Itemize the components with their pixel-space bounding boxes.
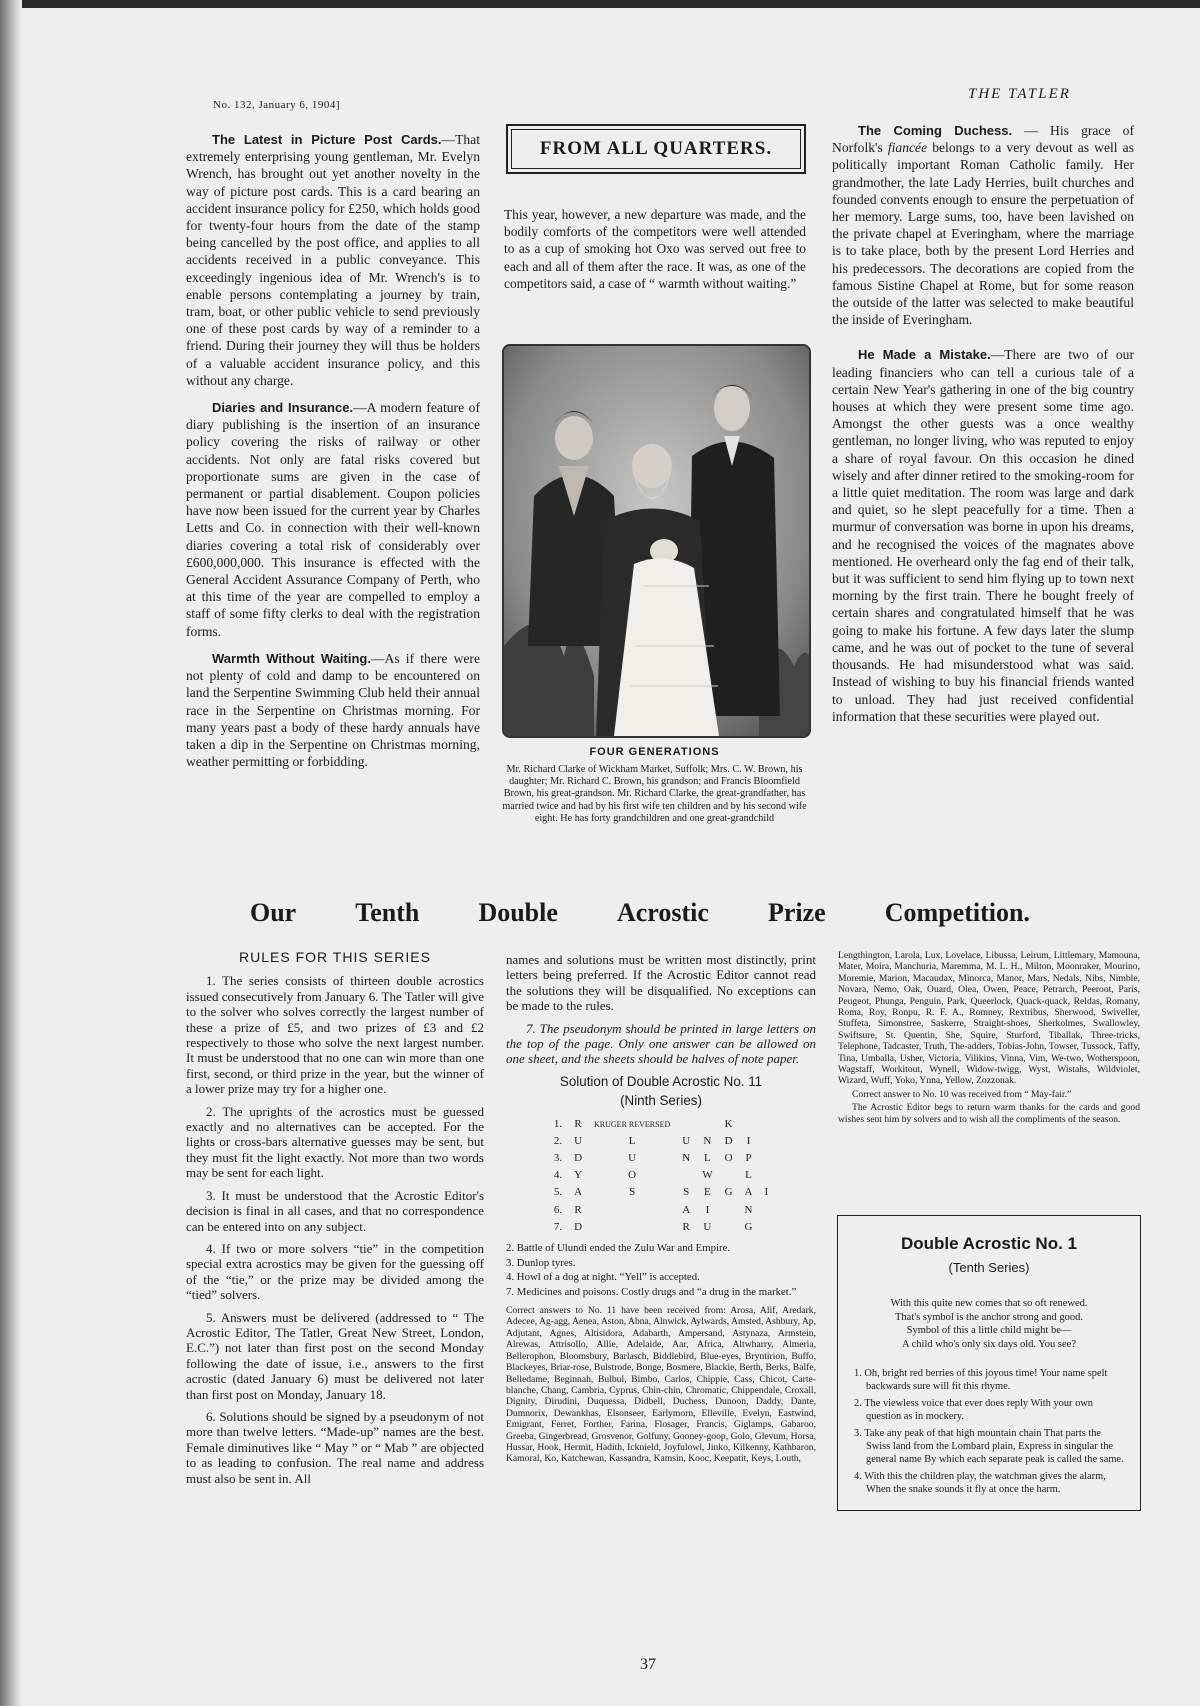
rules-heading: RULES FOR THIS SERIES: [239, 949, 431, 965]
solution-cell: [720, 1203, 738, 1218]
verse-line: That's symbol is the anchor strong and good.: [895, 1311, 1083, 1323]
solution-cell: U: [628, 1152, 637, 1165]
solution-row: [549, 1168, 773, 1183]
may-fair-note: Correct answer to No. 10 was received from “ May-fair.”: [852, 1088, 1072, 1100]
section-title: FROM ALL QUARTERS.: [511, 129, 801, 169]
verse-line: A child who's only six days old. You see?: [902, 1338, 1076, 1350]
solution-row: [549, 1134, 773, 1149]
solution-notes: [506, 1241, 816, 1299]
solution-cell: N: [703, 1134, 712, 1147]
solution-cell: P: [745, 1152, 752, 1165]
solution-cell: 1.: [553, 1117, 563, 1130]
article-picture-post-cards: [186, 131, 480, 389]
four-generations-photo: [502, 344, 811, 738]
photo-caption: Mr. Richard Clarke of Wickham Market, Suffolk; Mrs. C. W. Brown, his daughter; Mr. Richard C. Brown, his grandson; and Francis Bloomfield Brown, his great-grandson. Mr. Richard Clarke, the great-grandfather, has married twice and had by his first wife ten children and by his second wife eight. He has forty grandchildren and one great-grandchild: [502, 764, 807, 824]
scan-top-border: [0, 0, 1200, 8]
solution-cell: [697, 1117, 717, 1132]
solution-cell: I: [746, 1134, 751, 1147]
solution-cell: 4.: [553, 1169, 563, 1182]
solution-cell: [589, 1203, 675, 1218]
title-word: Competition.: [884, 898, 1030, 927]
article-body: —There are two of our leading financiers who can tell a curious tale of a certain New Year's gathering in one of the big country houses at which they were present some time ago. Amongst the other guests was a once wealthy gentleman, no longer living, who was reputed to enjoy a share of royal favour. On this occasion he dined wisely and after dinner retired to the smoking-room for a little quiet meditation. The room was large and dark and quiet, so he slept peacefully for a time. Then a murmur of conversation was borne in upon his dreams, and he recognised the voices of the magnates above mentioned. He overheard only the fag end of their talk, but it was sufficient to send him flying up to town next morning by the first train. There he bought freely of certain shares and congratulated himself that he was going to make his fortune. A few days later the slump came, and he was out of pocket to the tune of several thousands. He had misunderstood what was said. Instead of wishing to buy his financial friends wanted to unload. They had just received confidential information that these securities were played out.: [832, 347, 1134, 724]
acrostic-clues: [854, 1367, 1124, 1497]
article-body: This year, however, a new departure was made, and the bodily comforts of the competitors were well attended to as a cup of smoking hot Oxo was served out free to each and all of them after the race. It was, as one of the competitors said, a case of “ warmth without waiting.”: [504, 207, 806, 291]
solution-cell: N: [744, 1203, 753, 1216]
solution-cell: D: [574, 1152, 583, 1165]
rules-column: [186, 950, 484, 1493]
solution-cell: 5.: [553, 1186, 563, 1199]
article-heading: The Latest in Picture Post Cards.: [212, 132, 442, 147]
article-body: —A modern feature of diary publishing is the insertion of an insurance policy covering the risks of railway or other accidents. Not only are fatal risks covered but proportionate sums are given in the case of permanent or partial disablement. Coupon policies have now been issued for the current year by Charles Letts and Co. in connection with their well-known diaries covering a total risk of considerably over £600,000,000. This insurance is effected with the General Accident Assurance Company of Perth, who at this time of the year are compelled to employ a staff of some fifty clerks to deal with the registration forms.: [186, 400, 480, 639]
acrostic-title: Double Acrostic No. 1: [900, 1234, 1077, 1253]
article-body: —That extremely enterprising young gentleman, Mr. Evelyn Wrench, has brought out yet another novelty in the way of picture post cards. This is a card bearing an accident insurance policy for £250, which holds good for twenty-four hours from the date of the stamp being cancelled by the post office, and applies to all accidents received in a public conveyance. This exceedingly ingenious idea of Mr. Wrench's is to enable persons contemplating a journey by train, tram, boat, or other public vehicle to send previously one of these post cards by way of a reminder to a friend. During their journey they will thus be holders of a valuable accident insurance policy, and this without any charge.: [186, 132, 480, 388]
article-heading: The Coming Duchess.: [858, 123, 1013, 138]
left-column: [186, 131, 480, 780]
article-body: —As if there were not plenty of cold and damp to be encountered on land the Serpentine Swimming Club held their annual race in the Serpentine on Christmas morning. For many years past a body of these hardy annuals have taken a dip in the Serpentine on Christmas morning, weather permitting or forbidding.: [186, 650, 480, 770]
solution-note: 3. Dunlop tyres.: [506, 1256, 576, 1269]
rule-item: 6. Solutions should be signed by a pseudonym of not more than twelve letters. “Made-up” names are the best. Female diminutives like “ May ” or “ Mab ” are objected to as leading to confusion. The real name and address must also be sent in. All: [186, 1408, 484, 1486]
solution-note: 7. Medicines and poisons. Costly drugs and “a drug in the market.”: [506, 1285, 797, 1298]
solution-cell: L: [745, 1169, 752, 1182]
scan-binding-edge: [0, 0, 22, 1706]
solution-cell: [589, 1220, 675, 1235]
article-he-made-a-mistake: [832, 346, 1134, 724]
solution-cell: [677, 1168, 695, 1183]
article-warmth-without-waiting: [186, 650, 480, 770]
acrostic-series: (Tenth Series): [948, 1260, 1030, 1275]
folio-line: No. 132, January 6, 1904]: [213, 99, 341, 111]
rule-continuation: names and solutions must be written most distinctly, print letters being preferred. If the Acrostic Editor cannot read the solutions they will be disqualified. No exceptions can be made to the rules.: [506, 952, 816, 1014]
acrostic-verse: [854, 1297, 1124, 1351]
middle-column-intro: [504, 206, 806, 302]
solution-cell: U: [574, 1134, 583, 1147]
solution-cell: 7.: [553, 1220, 563, 1233]
solution-row: [549, 1151, 773, 1166]
solution-cell: 3.: [553, 1152, 563, 1165]
rule-item: 7. The pseudonym should be printed in large letters on the top of the page. Only one answer can be allowed on one sheet, and the sheets should be halves of note paper.: [506, 1020, 816, 1067]
rule-item: 3. It must be understood that the Acrostic Editor's decision is final in all cases, and that no correspondence can be entered into on any subject.: [186, 1187, 484, 1234]
solution-cell: A: [682, 1203, 691, 1216]
title-word: Prize: [767, 898, 826, 927]
solution-cell: L: [628, 1134, 636, 1147]
title-word: Tenth: [355, 898, 420, 927]
solution-cell: KRUGER REVERSED: [594, 1119, 671, 1129]
solution-grid: [547, 1115, 775, 1237]
solution-cell: E: [704, 1186, 711, 1199]
title-word: Acrostic: [616, 898, 709, 927]
section-title-box: [506, 124, 806, 174]
competition-title: [250, 898, 1030, 928]
thanks-note: The Acrostic Editor begs to return warm thanks for the cards and good wishes sent him by solvers and to wish all the compliments of the season.: [838, 1102, 1140, 1125]
solution-note: 4. Howl of a dog at night. “Yell” is accepted.: [506, 1271, 700, 1284]
rule-item: 5. Answers must be delivered (addressed to “ The Acrostic Editor, The Tatler, Great New Street, London, E.C.”) not later than first post on the second Monday following the date of issue, i.e., answers to the first acrostic (dated January 6) must be delivered not later than first post on Monday, January 18.: [186, 1309, 484, 1402]
verse-line: With this quite new comes that so oft renewed.: [890, 1298, 1088, 1309]
article-coming-duchess: [832, 122, 1134, 328]
solution-cell: O: [628, 1169, 637, 1182]
solution-cell: G: [724, 1186, 733, 1199]
clue-item: 1. Oh, bright red berries of this joyous time! Your name spelt backwards sure will fit this rhyme.: [854, 1368, 1108, 1393]
solution-note: 2. Battle of Ulundi ended the Zulu War and Empire.: [506, 1242, 731, 1255]
title-word: Double: [478, 898, 558, 927]
solution-cell: 6.: [553, 1203, 563, 1216]
solution-cell: R: [574, 1203, 582, 1216]
rule-item: 1. The series consists of thirteen double acrostics issued consecutively from January 6. The Tatler will give to the solver who solves correctly the largest number of these a prize of £5, and two prizes of £3 and £2 respectively to those who solve the next largest number. It must be understood that no one can win more than one first, second, or third prize in the year, but the winner of a lower prize may try for a higher one.: [186, 973, 484, 1097]
solution-cell: L: [704, 1152, 711, 1165]
solution-cell: O: [724, 1152, 733, 1165]
solution-cell: N: [682, 1152, 691, 1165]
solution-cell: [677, 1117, 695, 1132]
solution-cell: I: [764, 1186, 769, 1199]
article-body-italic: fiancée: [887, 140, 928, 156]
solution-cell: A: [574, 1186, 583, 1199]
clue-item: 4. With this the children play, the watchman gives the alarm, When the snake sounds it fly at once the harm.: [854, 1470, 1106, 1496]
article-body: belongs to a very devout as well as politically important Roman Catholic family. Her grandmother, the late Lady Herries, built churches and founded convents enough to ensure the perpetuation of her memory. Large sums, too, have been lavished on the private chapel at Everingham, where the marriage is to take place, both by the present Lord Herries and his predecessors. The decorations are copied from the famous Sistine Chapel at Rome, but for some reason the outside of the latter was selected to make beautiful the inside of Everingham.: [832, 140, 1134, 328]
double-acrostic-box: [837, 1215, 1141, 1511]
right-column: [832, 122, 1134, 735]
solution-row: [549, 1220, 773, 1235]
solution-cell: W: [702, 1169, 713, 1182]
competition-middle-column: [506, 952, 816, 1465]
solution-cell: S: [683, 1186, 690, 1199]
solution-cell: K: [724, 1117, 733, 1130]
verse-line: Symbol of this a little child might be—: [906, 1325, 1072, 1336]
article-body-lead: — His grace of Norfolk's: [832, 123, 1134, 156]
solution-cell: 2.: [553, 1134, 563, 1147]
clue-item: 2. The viewless voice that ever does reply With your own question as in mockery.: [854, 1397, 1093, 1423]
masthead: THE TATLER: [968, 86, 1071, 102]
solution-row: [549, 1203, 773, 1218]
solution-cell: A: [744, 1186, 753, 1199]
competition-right-column: [838, 950, 1140, 1125]
solution-series: (Ninth Series): [620, 1093, 702, 1109]
solution-cell: S: [629, 1186, 636, 1199]
rule-item: 2. The uprights of the acrostics must be guessed exactly and no alternatives can be accepted. For the lights or cross-bars alternative guesses may be sent, but they must fit the light exactly. Not more than two words may be sent for each light.: [186, 1103, 484, 1181]
article-heading: He Made a Mistake.: [858, 347, 991, 363]
solution-cell: Y: [574, 1169, 583, 1182]
solution-cell: R: [682, 1220, 690, 1233]
rule-item: 4. If two or more solvers “tie” in the competition special extra acrostics may be given for the guessing off of the “tie,” or the prize may be divided among the “tied” solvers.: [186, 1240, 484, 1303]
article-heading: Warmth Without Waiting.: [212, 650, 371, 666]
solution-cell: U: [703, 1220, 712, 1233]
solution-cell: G: [744, 1220, 753, 1233]
correct-answers-continued: Lengthington, Larola, Lux, Lovelace, Libussa, Leirum, Littlemary, Mamouna, Mater, Moira, Manchuria, Maremma, M. L. H., Milton, Moonraker, Mourino, Moremie, Marion, Macaudax, Minorca, Manor, Mars, Nedals, Nibs, Nimble, Novara, Nemo, Oak, Ouard, Olea, Owen, Peace, Petrarch, Peeroot, Paris, Peugeot, Phunga, Penguin, Park, Queerlock, Quack-quack, Reldas, Romany, Roma, Roy, Ronpu, R. F. A., Romney, Rextribus, Sherwood, Swiveller, Stuffeta, Simonstree, Saskerre, Straight-shoes, Sherkolmes, Swallowley, Swiftsure, St. Quentin, She, Squire, Sturford, Tiballak, Three-tricks, Telephone, Tadcaster, Truth, The-adders, Tobias-John, Towser, Tussock, Taffy, Tina, Umballa, Usher, Victoria, Vilikins, Vinna, Vim, We-two, Wotherspoon, Wagstaff, Workitout, Wynell, Widow-twigg, Wyst, Wistahs, Wildviolet, Wizard, Wuff, Yoko, Ynna, Yellow, Zozzonak.: [838, 950, 1140, 1087]
solution-row: [549, 1185, 773, 1200]
solution-cell: I: [705, 1203, 710, 1216]
photo-illustration: [504, 346, 809, 736]
solution-cell: R: [574, 1117, 582, 1130]
solution-cell: U: [682, 1134, 691, 1147]
solution-row: [549, 1117, 773, 1132]
title-word: Our: [250, 898, 297, 927]
solution-cell: [720, 1220, 738, 1235]
solution-cell: D: [724, 1134, 733, 1147]
page-number: 37: [640, 1656, 656, 1673]
solution-heading: Solution of Double Acrostic No. 11: [559, 1073, 763, 1089]
solution-cell: [720, 1168, 738, 1183]
photo-caption-title: FOUR GENERATIONS: [589, 746, 720, 758]
solution-cell: D: [574, 1220, 583, 1233]
article-diaries-insurance: [186, 399, 480, 640]
clue-item: 3. Take any peak of that high mountain chain That parts the Swiss land from the Lombard plain, Express in singular the general name By which each separate peak is called the same.: [854, 1427, 1124, 1466]
article-heading: Diaries and Insurance.: [212, 400, 354, 416]
correct-answers-list: Correct answers to No. 11 have been received from: Arosa, Alif, Aredark, Adecee, Ag-agg, Aenea, Aston, Abna, Alnwick, Aylwards, Amsted, Ashbury, Ap, Adjutant, Agnes, Altisidora, Adabarth, Ampersand, Astynaza, Armstein, Alrewas, Attrisollo, Allie, Adelaide, Aar, Africa, Altwharry, Almeria, Bellerophon, Bloomsbury, Barlasch, Biddlebird, Blue-eyes, Bryntirion, Buffo, Blackeyes, Briar-rose, Bulstrode, Bonge, Bosmere, Blackie, Berth, Berks, Balfe, Belledame, Beginnah, Bulbul, Bimbo, Carlos, Chippie, Cass, Chicot, Carte-blanche, Chang, Cambria, Cyprus, Chin-chin, Chromatic, Chippendale, Croxall, Dignity, Dirudini, Duquessa, Didbell, Duchess, Dunoon, Daddy, Dante, Dumnorix, Dewankhas, Elsonseer, Earlymorn, Elleville, Evelyn, Eastwind, Emigrant, Ferret, Forther, Farina, Flosager, Francis, Giglamps, Gabaroo, Greeba, Gingerbread, Grosvenor, Golfuny, Gooney-goop, Golo, Glevum, Horsa, Hussar, Hook, Hermit, Hadith, Icknield, Joyfulowl, Jinko, Kilkenny, Kathbaron, Kamoral, Ko, Katchewan, Kassandra, Kamsin, Kooc, Keepatit, Keys, Louth,: [506, 1305, 816, 1465]
